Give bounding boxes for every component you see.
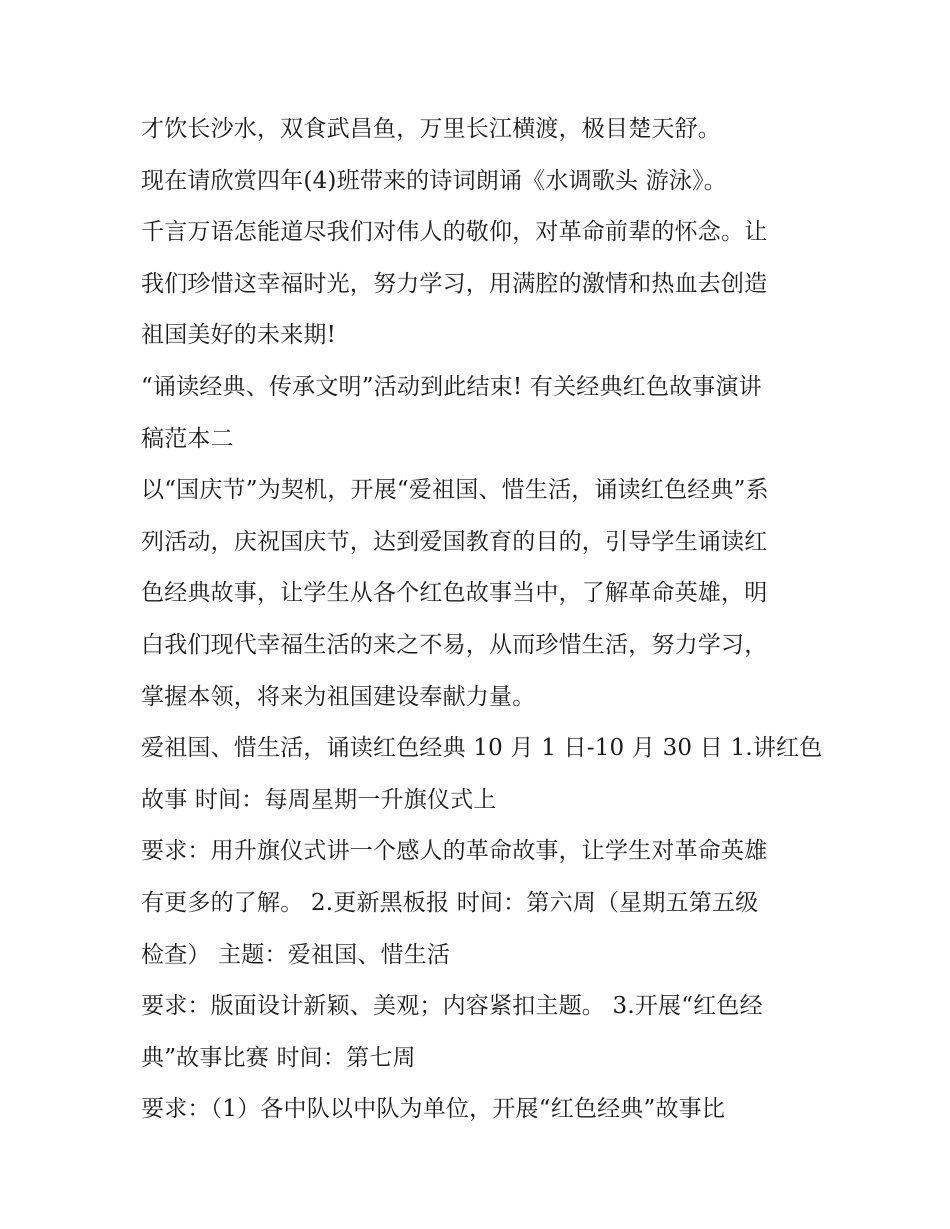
text-line: 要求：用升旗仪式讲一个感人的革命故事，让学生对革命英雄 (141, 838, 768, 865)
text-line: 要求：版面设计新颖、美观；内容紧扣主题。 3.开展“红色经 (141, 993, 763, 1020)
text-line: 祖国美好的未来期! (141, 322, 337, 349)
text-line: 稿范本二 (141, 425, 234, 452)
text-line: 爱祖国、惜生活，诵读红色经典 10 月 1 日-10 月 30 日 1.讲红色 (141, 735, 823, 762)
text-line: 才饮长沙水，双食武昌鱼，万里长江横渡，极目楚天舒。 (141, 116, 721, 142)
text-line: 白我们现代幸福生活的来之不易，从而珍惜生活，努力学习， (141, 631, 768, 658)
text-line: 故事 时间：每周星期一升旗仪式上 (141, 786, 497, 813)
text-line: 有更多的了解。 2.更新黑板报 时间：第六周（星期五第五级 (141, 889, 759, 916)
text-line: 千言万语怎能道尽我们对伟人的敬仰，对革命前辈的怀念。让 (141, 219, 768, 246)
text-line: 掌握本领，将来为祖国建设奉献力量。 (141, 683, 536, 710)
text-line: 要求：（1）各中队以中队为单位，开展“红色经典”故事比 (141, 1096, 726, 1123)
text-line: 我们珍惜这幸福时光，努力学习，用满腔的激情和热血去创造 (141, 270, 768, 297)
text-line: “诵读经典、传承文明”活动到此结束! 有关经典红色故事演讲 (141, 373, 762, 400)
text-line: 色经典故事，让学生从各个红色故事当中，了解革命英雄，明 (141, 580, 768, 607)
document-body (141, 104, 821, 1136)
text-line: 列活动，庆祝国庆节，达到爱国教育的目的，引导学生诵读红 (141, 528, 768, 555)
text-line: 现在请欣赏四年(4)班带来的诗词朗诵《水调歌头 游泳》。 (141, 167, 727, 194)
text-line: 典”故事比赛 时间：第七周 (141, 1044, 416, 1071)
text-line: 以“国庆节”为契机，开展“爱祖国、惜生活，诵读红色经典”系 (141, 477, 769, 504)
text-line: 检查） 主题：爱祖国、惜生活 (141, 941, 451, 968)
